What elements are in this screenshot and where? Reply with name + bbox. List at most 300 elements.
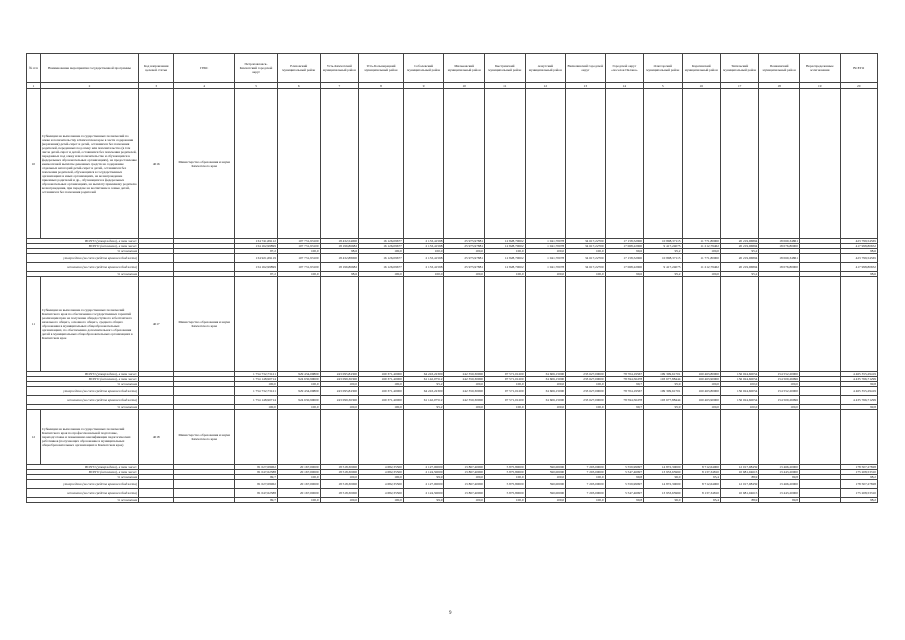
empty-cell <box>359 89 404 239</box>
value-cell: 95,2 <box>403 382 444 387</box>
value-cell: 100,0 <box>525 382 566 387</box>
empty-cell <box>644 410 682 465</box>
value-cell: 20 219,96894 <box>720 244 758 249</box>
value-cell: 100,0 <box>277 249 320 254</box>
value-cell: 169 371,40000 <box>359 387 404 396</box>
column-index: 19 <box>799 83 840 89</box>
value-cell: 97 571,01200 <box>485 377 526 382</box>
value-cell: 78 594,56478 <box>605 377 643 382</box>
empty-cell <box>174 387 235 396</box>
value-cell: 100,0 <box>682 382 720 387</box>
value-cell: 590,00000 <box>525 470 566 475</box>
value-cell: 100,0 <box>359 405 404 410</box>
value-cell: 97,2 <box>235 272 278 277</box>
value-cell: 100,0 <box>525 272 566 277</box>
row-label: ВСЕГО (утверждено), в том числе: <box>27 239 139 244</box>
column-index: 5 <box>235 83 278 89</box>
value-cell: 20 167,00000 <box>277 480 320 489</box>
column-header: Усть-Большерецкий муниципальный район <box>359 54 404 83</box>
value-cell: 100,0 <box>485 272 526 277</box>
empty-cell <box>139 396 174 405</box>
value-cell: 95,2 <box>644 249 682 254</box>
column-index: 5 <box>644 83 682 89</box>
value-cell: 93,4 <box>682 475 720 480</box>
value-cell: 98,6 <box>320 249 358 254</box>
row-label: ВСЕГО (утверждено), в том числе: <box>27 465 139 470</box>
value-cell: 34 606,15000 <box>525 372 566 377</box>
empty-cell <box>799 277 840 372</box>
value-cell: 18 069,34861 <box>759 254 800 263</box>
value-cell: 154 509,26996 <box>759 396 800 405</box>
value-cell: 100,0 <box>759 382 800 387</box>
value-cell: 590,00000 <box>525 465 566 470</box>
value-cell: 93,4 <box>682 498 720 503</box>
empty-cell <box>174 263 235 272</box>
empty-cell <box>277 89 320 239</box>
value-cell: 100,0 <box>525 249 566 254</box>
value-cell: 99,7 <box>235 475 278 480</box>
value-cell: 1 041,70078 <box>525 239 566 244</box>
empty-cell <box>444 277 485 372</box>
value-cell: 97 571,01200 <box>485 387 526 396</box>
empty-cell <box>840 277 878 372</box>
row-label: % исполнения <box>27 382 139 387</box>
row-label: % исполнения <box>27 475 139 480</box>
value-cell: 100,0 <box>720 405 758 410</box>
value-cell: 12 017,98459 <box>720 465 758 470</box>
table-row <box>27 489 878 498</box>
value-cell: 20 167,00000 <box>277 465 320 470</box>
value-cell: 1 754 732,73121 <box>235 372 278 377</box>
table-row <box>27 387 878 396</box>
value-cell: 100,0 <box>277 475 320 480</box>
empty-cell <box>720 89 758 239</box>
value-cell: 5 559,99997 <box>605 480 643 489</box>
value-cell: 5 547,46997 <box>605 470 643 475</box>
value-cell: 154 552,20000 <box>759 387 800 396</box>
value-cell: 100,0 <box>359 382 404 387</box>
value-cell <box>799 498 840 503</box>
value-cell: 95,2 <box>644 272 682 277</box>
value-cell <box>799 480 840 489</box>
column-header: ВСЕГО <box>840 54 878 83</box>
value-cell: 81 027,69962 <box>235 465 278 470</box>
column-index: 17 <box>720 83 758 89</box>
section-grbs: Министерство образования и науки Камчатского края <box>174 410 235 465</box>
value-cell: 100,0 <box>566 498 606 503</box>
empty-cell <box>799 89 840 239</box>
value-cell: 11 212,79462 <box>682 263 720 272</box>
empty-cell <box>485 277 526 372</box>
value-cell: 5 875,80000 <box>485 465 526 470</box>
value-cell: 99,8 <box>605 498 643 503</box>
value-cell: 98,6 <box>840 249 878 254</box>
value-cell: 243 095,84300 <box>320 387 358 396</box>
value-cell: 4 682,35500 <box>359 470 404 475</box>
value-cell: 1 041,70078 <box>525 254 566 263</box>
value-cell: 18 076,80000 <box>759 263 800 272</box>
empty-cell <box>235 277 278 372</box>
value-cell: 95,2 <box>720 272 758 277</box>
value-cell: 156 024,60054 <box>720 387 758 396</box>
value-cell: 97,2 <box>235 249 278 254</box>
value-cell: 18 196,86682 <box>320 244 358 249</box>
value-cell: 242 350,30000 <box>444 377 485 382</box>
value-cell: 100,0 <box>444 498 485 503</box>
row-label: % исполнения <box>27 498 139 503</box>
value-cell: 4 682,35500 <box>359 465 404 470</box>
value-cell: 61 142,07512 <box>403 377 444 382</box>
value-cell: 18 069,34861 <box>759 239 800 244</box>
column-index: 1 <box>27 83 41 89</box>
value-cell: 4 465 355,29419 <box>840 387 878 396</box>
value-cell: 13 867,40000 <box>444 470 485 475</box>
value-cell: 100,0 <box>359 498 404 503</box>
value-cell: 7 203,00000 <box>566 489 606 498</box>
value-cell: 100,0 <box>485 475 526 480</box>
value-cell: 9 417,24075 <box>644 263 682 272</box>
value-cell: 12 828,70002 <box>485 239 526 244</box>
value-cell: 20 219,96894 <box>720 254 758 263</box>
column-header: Алеутский муниципальный район <box>525 54 566 83</box>
value-cell: 7 203,00000 <box>566 470 606 475</box>
value-cell: 20 219,96894 <box>720 239 758 244</box>
value-cell: 13 867,40000 <box>444 465 485 470</box>
value-cell: 100,0 <box>720 382 758 387</box>
column-header: Городской округ «поселок Палана» <box>605 54 643 83</box>
value-cell: 16 126,09677 <box>359 244 404 249</box>
value-cell: 100,0 <box>359 272 404 277</box>
empty-cell <box>605 89 643 239</box>
value-cell: 88,9 <box>720 475 758 480</box>
value-cell: 100,0 <box>566 475 606 480</box>
value-cell: 169 371,40000 <box>359 396 404 405</box>
column-index: 6 <box>277 83 320 89</box>
value-cell: 154 552,20000 <box>759 372 800 377</box>
value-cell: 2 133,41598 <box>403 254 444 263</box>
value-cell: 34 617,22700 <box>566 239 606 244</box>
value-cell: 100,0 <box>320 382 358 387</box>
value-cell: 5 559,99997 <box>605 465 643 470</box>
section-description: Субвенции на выполнение государственных полномочий по опеке и попечительству в Камчатском крае в части содержания (кормления) детей-сирот и детей, оставшихся без попечения родителей, переданных под опеку или попечительство (в том числе детей-сирот и детей, оставшихся без попечения родителей, переданных под опеку или попечительство и обучающихся в федеральных образовательных организациях), на предоставление ежемесячной выплаты денежных средств на содержание отдельных категорий детей-сирот и детей, оставшихся без попечения родителей, обучающихся в государственных организациях и иных организациях, на вознаграждение приемных родителей и др., обучающихся в федеральных образовательных организациях, на выплату приемному родителю вознаграждения, при передаче на воспитание в семью детей, оставшихся без попечения родителей <box>40 89 138 239</box>
value-cell: 2 127,00000 <box>403 465 444 470</box>
value-cell: 100,0 <box>235 405 278 410</box>
empty-cell <box>174 498 235 503</box>
value-cell: 242 350,30000 <box>444 387 485 396</box>
column-index: 9 <box>403 83 444 89</box>
row-label: % исполнения <box>27 249 139 254</box>
value-cell: 242 350,30000 <box>444 372 485 377</box>
row-label: утверждено (за счет средств краевого бюджета) <box>27 480 139 489</box>
value-cell: 100,0 <box>566 382 606 387</box>
value-cell: 25 975,97881 <box>444 263 485 272</box>
value-cell: 81 047,62388 <box>235 470 278 475</box>
table-body <box>27 89 878 503</box>
value-cell <box>799 396 840 405</box>
value-cell: 16 126,09677 <box>359 239 404 244</box>
empty-cell <box>644 277 682 372</box>
empty-cell <box>139 263 174 272</box>
value-cell: 160 463,90000 <box>682 377 720 382</box>
section-code: 4016 <box>139 89 174 239</box>
empty-cell <box>139 387 174 396</box>
empty-cell <box>485 410 526 465</box>
empty-cell <box>235 89 278 239</box>
value-cell: 924 630,99000 <box>277 377 320 382</box>
value-cell: 7 203,00000 <box>566 465 606 470</box>
value-cell: 95,2 <box>403 405 444 410</box>
table-row <box>27 480 878 489</box>
value-cell: 10 898,37115 <box>644 254 682 263</box>
table-row <box>27 254 878 263</box>
value-cell: 99,8 <box>840 382 878 387</box>
table-row <box>27 396 878 405</box>
value-cell: 18 196,86682 <box>320 263 358 272</box>
value-cell: 98,6 <box>320 272 358 277</box>
empty-cell <box>174 396 235 405</box>
table-row <box>27 263 878 272</box>
value-cell: 169 371,40000 <box>359 372 404 377</box>
value-cell: 100,0 <box>235 382 278 387</box>
empty-cell <box>566 410 606 465</box>
value-cell: 20 167,00000 <box>277 489 320 498</box>
value-cell: 34 617,22700 <box>566 254 606 263</box>
empty-cell <box>566 277 606 372</box>
value-cell: 100,0 <box>525 475 566 480</box>
value-cell: 18 518,30000 <box>320 480 358 489</box>
value-cell: 34 606,15000 <box>525 387 566 396</box>
row-label: исполнено (за счет средств краевого бюджета) <box>27 263 139 272</box>
value-cell: 2 124,50000 <box>403 470 444 475</box>
empty-cell <box>444 410 485 465</box>
page-number: 9 <box>449 611 452 616</box>
value-cell: 5 547,46997 <box>605 489 643 498</box>
value-cell: 100,0 <box>525 405 566 410</box>
empty-cell <box>174 254 235 263</box>
value-cell: 96,0 <box>644 475 682 480</box>
value-cell: 25 975,97881 <box>444 244 485 249</box>
column-header: Соболевский муниципальный район <box>403 54 444 83</box>
value-cell: 8 137,34810 <box>682 489 720 498</box>
value-cell: 100,0 <box>682 272 720 277</box>
value-cell: 34 617,22700 <box>566 263 606 272</box>
value-cell: 17 158,52900 <box>605 239 643 244</box>
value-cell: 100,0 <box>359 475 404 480</box>
value-cell: 34 617,22700 <box>566 244 606 249</box>
row-label: % исполнения <box>27 272 139 277</box>
value-cell: 99,6 <box>605 249 643 254</box>
value-cell: 100,0 <box>320 405 358 410</box>
empty-cell <box>139 254 174 263</box>
value-cell: 107 731,93100 <box>277 239 320 244</box>
section-number: 12 <box>27 410 41 465</box>
value-cell: 100,0 <box>444 405 485 410</box>
value-cell <box>799 387 840 396</box>
empty-cell <box>139 498 174 503</box>
value-cell: 100,0 <box>403 249 444 254</box>
value-cell: 100,0 <box>485 498 526 503</box>
empty-cell <box>759 410 800 465</box>
value-cell: 8 712,64000 <box>682 465 720 470</box>
table-row <box>27 498 878 503</box>
empty-cell <box>525 277 566 372</box>
value-cell: 233 627,00000 <box>566 372 606 377</box>
value-cell: 109 309,61701 <box>644 372 682 377</box>
empty-cell <box>139 489 174 498</box>
column-header: Олюторский муниципальный район <box>644 54 682 83</box>
column-index: 18 <box>759 83 800 89</box>
empty-cell <box>605 410 643 465</box>
empty-cell <box>644 89 682 239</box>
row-label: ВСЕГО (исполнено), в том числе: <box>27 470 139 475</box>
column-header: Усть-Камчатский муниципальный район <box>320 54 358 83</box>
value-cell: 100,0 <box>277 382 320 387</box>
value-cell: 12 828,70002 <box>485 263 526 272</box>
value-cell: 4 435 766,71299 <box>840 396 878 405</box>
value-cell: 156 024,60054 <box>720 372 758 377</box>
empty-cell <box>525 410 566 465</box>
value-cell: 34 606,15000 <box>525 377 566 382</box>
row-label: ВСЕГО (исполнено), в том числе: <box>27 377 139 382</box>
value-cell: 134 741,69112 <box>235 239 278 244</box>
value-cell: 99,6 <box>605 272 643 277</box>
value-cell: 99,9 <box>403 475 444 480</box>
value-cell: 100,0 <box>759 405 800 410</box>
empty-cell <box>139 480 174 489</box>
value-cell: 13 466,20000 <box>759 465 800 470</box>
empty-cell <box>235 410 278 465</box>
value-cell: 156 024,60054 <box>720 377 758 382</box>
section-description: Субвенции на выполнение государственных полномочий Камчатского края по обеспечению государственных гарантий реализации прав на получение общедоступного и бесплатного начального общего, основного общего, среднего общего образования в муниципальных общеобразовательных организациях, по обеспечению дополнительного образования детей в муниципальных общеобразовательных организациях в Камчатском крае <box>40 277 138 372</box>
value-cell: 81 047,62388 <box>235 489 278 498</box>
value-cell: 134 162,99899 <box>235 244 278 249</box>
value-cell: 929 434,09800 <box>277 372 320 377</box>
value-cell: 1 754 148,90714 <box>235 377 278 382</box>
empty-cell <box>277 410 320 465</box>
row-label: исполнено (за счет средств краевого бюджета) <box>27 396 139 405</box>
value-cell: 11 212,79462 <box>682 244 720 249</box>
value-cell: 100,0 <box>444 382 485 387</box>
value-cell: 13 466,20000 <box>759 480 800 489</box>
value-cell: 9 417,24075 <box>644 244 682 249</box>
value-cell: 2 124,50000 <box>403 489 444 498</box>
column-header: Код направления целевой статьи <box>139 54 174 83</box>
value-cell: 61 142,07512 <box>403 396 444 405</box>
value-cell: 18 076,80000 <box>759 244 800 249</box>
empty-cell <box>605 277 643 372</box>
value-cell: 99,8 <box>759 475 800 480</box>
value-cell: 17 158,52900 <box>605 254 643 263</box>
value-cell: 2 133,41598 <box>403 263 444 272</box>
value-cell: 178 507,27828 <box>840 465 878 470</box>
value-cell: 242 350,30000 <box>444 396 485 405</box>
empty-cell <box>174 489 235 498</box>
value-cell: 98,6 <box>840 272 878 277</box>
value-cell: 18 518,30000 <box>320 465 358 470</box>
value-cell: 4 465 355,29419 <box>840 372 878 377</box>
column-index: 8 <box>359 83 404 89</box>
value-cell: 423 799,54565 <box>840 254 878 263</box>
section-number: 11 <box>27 277 41 372</box>
value-cell: 100,0 <box>277 498 320 503</box>
value-cell: 17 068,22900 <box>605 244 643 249</box>
value-cell: 4 682,35500 <box>359 480 404 489</box>
value-cell: 100,0 <box>682 405 720 410</box>
value-cell: 10 681,04615 <box>720 489 758 498</box>
value-cell: 81 027,69962 <box>235 480 278 489</box>
value-cell: 20 167,00000 <box>277 470 320 475</box>
empty-cell <box>444 89 485 239</box>
value-cell: 17 068,22900 <box>605 263 643 272</box>
value-cell: 64 243,22300 <box>403 387 444 396</box>
value-cell: 18 518,30000 <box>320 489 358 498</box>
value-cell: 1 754 732,73121 <box>235 387 278 396</box>
value-cell: 14 872,30000 <box>644 480 682 489</box>
value-cell: 99,7 <box>605 405 643 410</box>
column-header: ГРБС <box>174 54 235 83</box>
value-cell: 156 024,60054 <box>720 396 758 405</box>
section-grbs: Министерство образования и науки Камчатского края <box>174 277 235 372</box>
column-index: 3 <box>139 83 174 89</box>
value-cell: 233 627,00000 <box>566 377 606 382</box>
section-description: Субвенции на выполнение государственных полномочий Камчатского края по профессиональной подготовке, переподготовке и повышению квалификации педагогических работников (получающих образование в муниципальных общеобразовательных организациях в Камчатском крае) <box>40 410 138 465</box>
value-cell: 233 627,00000 <box>566 396 606 405</box>
value-cell: 100,0 <box>403 272 444 277</box>
value-cell: 100,0 <box>320 498 358 503</box>
value-cell: 99,7 <box>605 382 643 387</box>
value-cell: 100,0 <box>444 475 485 480</box>
value-cell: 100,0 <box>682 249 720 254</box>
column-header: Тигильский муниципальный район <box>720 54 758 83</box>
value-cell: 98,2 <box>840 498 878 503</box>
value-cell: 100,0 <box>359 249 404 254</box>
row-label: ВСЕГО (утверждено), в том числе: <box>27 372 139 377</box>
value-cell: 10 898,37115 <box>644 239 682 244</box>
value-cell: 100,0 <box>566 249 606 254</box>
value-cell: 178 507,27828 <box>840 480 878 489</box>
value-cell: 924 630,99000 <box>277 396 320 405</box>
value-cell: 243 095,84300 <box>320 372 358 377</box>
column-index: 4 <box>174 83 235 89</box>
column-index: 12 <box>525 83 566 89</box>
empty-cell <box>277 277 320 372</box>
section-code: 4017 <box>139 277 174 372</box>
value-cell: 18 432,54000 <box>320 239 358 244</box>
value-cell: 99,7 <box>235 498 278 503</box>
value-cell: 160 463,80000 <box>682 387 720 396</box>
value-cell: 11 771,80000 <box>682 239 720 244</box>
value-cell: 107 731,93100 <box>277 263 320 272</box>
column-header: Пенжинский муниципальный район <box>759 54 800 83</box>
row-label: утверждено (за счет средств краевого бюджета) <box>27 387 139 396</box>
section-grbs: Министерство образования и науки Камчатского края <box>174 89 235 239</box>
section-description-row <box>27 410 878 465</box>
value-cell: 18 518,30000 <box>320 470 358 475</box>
empty-cell <box>759 89 800 239</box>
value-cell: 7 203,00000 <box>566 480 606 489</box>
value-cell: 13 867,40000 <box>444 480 485 489</box>
value-cell: 100,0 <box>566 272 606 277</box>
column-index: 13 <box>566 83 606 89</box>
value-cell: 417 998,80652 <box>840 263 878 272</box>
empty-cell <box>840 410 878 465</box>
empty-cell <box>320 277 358 372</box>
header-row <box>27 54 878 83</box>
value-cell: 95,2 <box>720 249 758 254</box>
value-cell: 8 712,64000 <box>682 480 720 489</box>
value-cell: 233 627,00000 <box>566 387 606 396</box>
value-cell: 1 754 148,90714 <box>235 396 278 405</box>
